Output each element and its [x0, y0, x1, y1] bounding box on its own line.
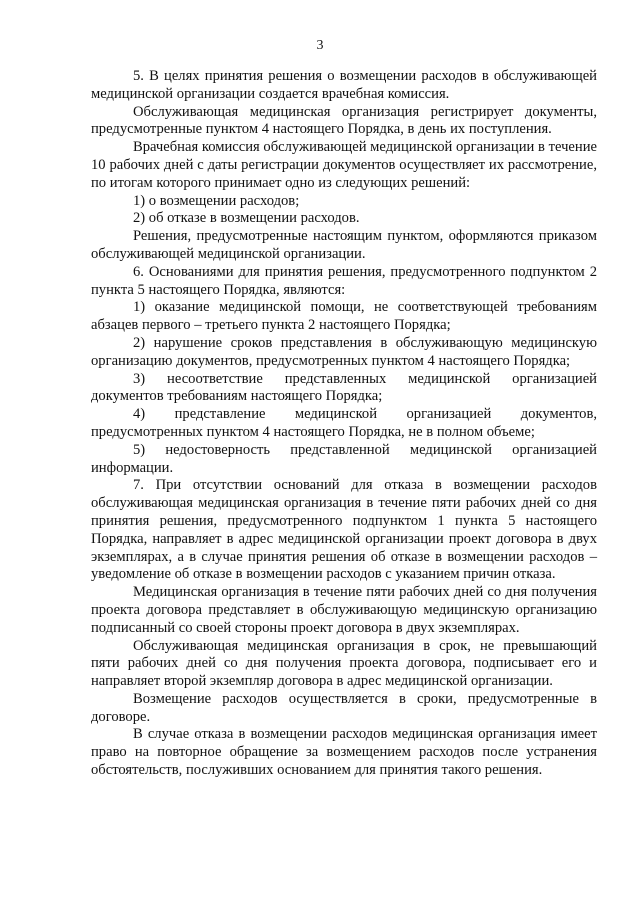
list-item-ground-4: 4) представление медицинской организацией документов, предусмотренных пунктом 4 настоящего Порядка, не в полном объеме;: [91, 406, 597, 440]
list-item-ground-2: 2) нарушение сроков представления в обслуживающую медицинскую организацию документов, предусмотренных пунктом 4 настоящего Порядка;: [91, 334, 597, 369]
list-item-decision-2: 2) об отказе в возмещении расходов.: [133, 210, 360, 227]
paragraph-commission-review: Врачебная комиссия обслуживающей медицинской организации в течение 10 рабочих дней с даты регистрации документов осуществляет их рассмотрение, по итогам которого принимает одно из следующих решений:: [91, 139, 597, 191]
paragraph-7: 7. При отсутствии оснований для отказа в возмещении расходов обслуживающая медицинская организация в течение пяти рабочих дней со дня принятия решения, предусмотренного подпунктом 1 пункта 5 настоящего Порядка, направляет в адрес медицинской организации проект договора в двух экземплярах, а в случае принятия решения об отказе в возмещении расходов – уведомление об отказе в возмещении расходов с указанием причин отказа.: [91, 477, 597, 583]
paragraph-decisions-order: Решения, предусмотренные настоящим пунктом, оформляются приказом обслуживающей медицинской организации.: [91, 228, 597, 262]
list-item-ground-5: 5) недостоверность представленной медицинской организацией информации.: [91, 441, 597, 476]
paragraph-registration: Обслуживающая медицинская организация регистрирует документы, предусмотренные пунктом 4 настоящего Порядка, в день их поступления.: [91, 103, 597, 138]
document-body: [91, 68, 597, 780]
paragraph-6: 6. Основаниями для принятия решения, предусмотренного подпунктом 2 пункта 5 настоящего Порядка, являются:: [91, 263, 597, 298]
paragraph-contract-return: Обслуживающая медицинская организация в срок, не превышающий пяти рабочих дней со дня получения проекта договора, подписывает его и направляет второй экземпляр договора в адрес медицинской организации.: [91, 637, 597, 690]
paragraph-repeat-request: В случае отказа в возмещении расходов медицинская организация имеет право на повторное обращение за возмещением расходов после устранения обстоятельств, послуживших основанием для принятия такого решения.: [91, 726, 597, 779]
list-item-ground-1: 1) оказание медицинской помощи, не соответствующей требованиям абзацев первого – третьего пункта 2 настоящего Порядка;: [91, 299, 597, 334]
paragraph-5: 5. В целях принятия решения о возмещении расходов в обслуживающей медицинской организации создается врачебная комиссия.: [91, 68, 597, 102]
page-number: 3: [316, 38, 324, 53]
paragraph-contract-signing: Медицинская организация в течение пяти рабочих дней со дня получения проекта договора представляет в обслуживающую медицинскую организацию подписанный со своей стороны проект договора в двух экземплярах.: [91, 584, 597, 636]
list-item-decision-1: 1) о возмещении расходов;: [133, 192, 300, 209]
list-item-ground-3: 3) несоответствие представленных медицинской организацией документов требованиям настоящего Порядка;: [91, 370, 597, 405]
paragraph-reimbursement-terms: Возмещение расходов осуществляется в сроки, предусмотренные в договоре.: [91, 690, 597, 725]
